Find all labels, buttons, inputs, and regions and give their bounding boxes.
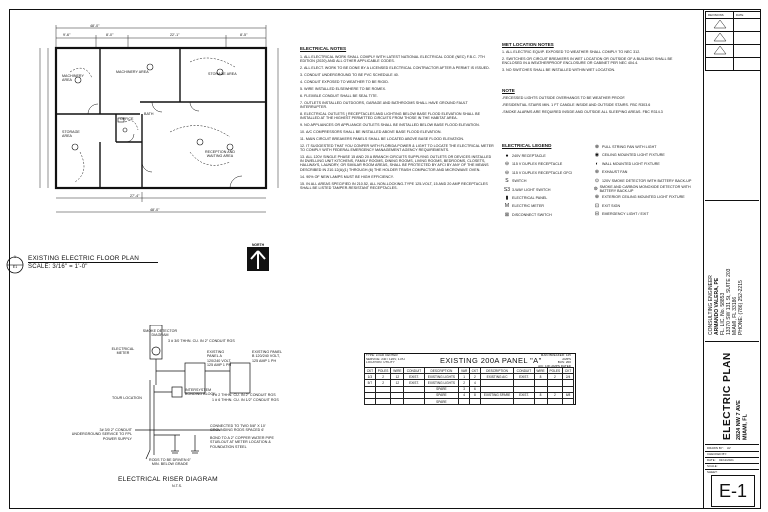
legend-symbol-icon: ⊠ [504, 211, 510, 218]
project-address [736, 360, 749, 440]
plan-title: EXISTING ELECTRIC FLOOR PLAN [28, 255, 140, 262]
revision-triangles-icon [707, 18, 733, 70]
meter-note-item: 2. SWITCHES OR CIRCUIT BREAKERS IN WET LOCATION OR OUTSIDE OF A BUILDING SHALL BE ENCLOSED IN A WEATHERPROOF ENCLOSURE OR CABINET PER NEC 404.4. [502, 56, 673, 66]
table-row: SPARE 4 8 EXISTING SPARE EXIST. 8 2 6/8 [365, 392, 574, 398]
engineer-address-2: MIAMI, FL 33186 [732, 296, 738, 335]
legend-symbol-icon: ⊛ [594, 169, 600, 176]
legend-row: ⊗ PULL STRING FAN WITH LIGHT [592, 143, 695, 151]
dim-top-1: 9'-6" [63, 33, 71, 37]
legend-symbol-icon: ▮ [505, 195, 509, 201]
room-office: OFFICE [120, 117, 134, 121]
project-line-1: 2824 NW 7 AVE [736, 400, 742, 440]
legend-row: ⊟ EMERGENCY LIGHT / EXIT [592, 210, 695, 218]
legend-row: S SWITCH [502, 177, 597, 185]
note-item: 2. ALL ELECT. WORK TO BE DONE BY A LICENSED ELECTRICAL CONTRACTOR AFTER A PERMIT IS ISSUED. [300, 66, 490, 71]
dim-top-4: 8'-5" [240, 33, 248, 37]
sheet-title: ELECTRIC PLAN [722, 352, 733, 440]
meter-note-item: 3. NO SWITCHES SHALL BE INSTALLED WITHIN WET LOCATION. [502, 68, 616, 73]
sheet-label: SHEET: [707, 470, 718, 474]
panel-schedule-table [364, 367, 574, 405]
engineer-license: FL. LIC. No. 58853 [720, 292, 726, 335]
riser-bond: BOND TO A 2" COPPER WATER PIPE STUB-OUT AT METER LOCATION & FOUNDATION STEEL [210, 436, 274, 449]
engineer-phone: PHONE: (786) 252-2215 [738, 280, 744, 335]
note-list [502, 96, 692, 117]
sheet-number: E-1 [711, 475, 755, 507]
north-label: NORTH [251, 243, 265, 247]
plan-bubble-sheet: E1 [12, 265, 18, 269]
riser-conduit-2: 3 # 2 THHN. CU. IN 2" CONDUIT RGS [212, 393, 276, 397]
note-line: -RECESSED LIGHTS OUTSIDE OVERHANGS TO BE WEATHER PROOF. [502, 96, 626, 100]
revisions-date-label: DATE [736, 13, 744, 17]
riser-rod-depth: RODS TO BE DRIVEN 6" MIN. BELOW GRADE [149, 458, 191, 467]
panel-info-left: TYPE: LOAD CENTER SERVICE: 240 / 120V, 1-PH LOCATION: UTILITY [366, 353, 405, 364]
legend-row: ⊚ SMOKE AND CARBON MONOXIDE DETECTOR WITH BATTERY BACK-UP [593, 184, 691, 194]
note-title: NOTE [502, 88, 515, 93]
room-machinery-1: MACHINERY AREA [62, 74, 84, 83]
revisions-grid [705, 11, 761, 71]
table-row: 5/7 2 12 EXIST. EXISTING LIGHTS 2 4 [365, 380, 574, 386]
legend-row: ⊕ EXTERIOR CEILING MOUNTED LIGHT FIXTURE [592, 193, 695, 201]
legend-symbol-icon: ⊗ [594, 144, 600, 151]
note-line: -RESIDENTIAL STAIRS MIN. 1 FT CANDLE INSIDE AND OUTSIDE STAIRS. FBC R303.6 [502, 102, 651, 107]
legend-row: M ELECTRIC METER [502, 202, 597, 210]
legend-row: ◐ WALL MOUNTED LIGHT FIXTURE [592, 160, 695, 168]
room-reception: RECEPTION AND WAITING AREA [204, 150, 235, 159]
dim-top-2: 8'-0" [106, 33, 114, 37]
note-item: 3. CONDUIT UNDERGROUND TO BE PVC SCHEDULE 40. [300, 73, 399, 78]
riser-scale: N.T.S. [172, 484, 183, 488]
meter-notes-title: MET LOCATION NOTES [502, 42, 554, 47]
sheet-info-block [705, 444, 759, 508]
legend-symbol-icon: S3 [503, 186, 511, 193]
plan-scale: SCALE: 3/16" = 1'-0" [28, 264, 88, 270]
note-item: 10. A/C COMPRESSORS SHALL BE INSTALLED ABOVE BASE FLOOD ELEVATION. [300, 129, 442, 134]
legend-row: ● 240V RECEPTACLE [502, 152, 597, 160]
riser-service: 3# 3/0 2" CONDUIT UNDERGROUND SERVICE TO FPL POWER SUPPLY [71, 428, 132, 441]
table-row: 1/3 2 12 EXIST. EXISTING LIGHTS 1 2 EXISTING A/C EXIST. 8 2 2/4 [365, 374, 574, 380]
dim-bottom-1: 27'-4" [130, 194, 140, 198]
note-item: 13. ALL 120V SINGLE PHASE 15 AND 20 A BRANCH CIRCUITS SUPPLYING OUTLETS OR DEVICES INSTALLED IN DWELLING UNIT KITCHENS, FAMILY ROOMS, DINING ROOMS, LIVING ROOMS, BEDROOMS, CLOSETS, HALLWAYS, LAUNDRY, OR SIMILAR ROOM AREAS, SHALL BE PROTECTED BY AFCI BY ANY OF THE MEANS DESCRIBED IN 210.12(A)(1) THROUGH (6) THE HOLDER TRASH COMPACTOR AND MICROWAVE OVEN. [300, 154, 492, 172]
riser-intersystem: INTERSYSTEM BONDING BLOCK [185, 388, 216, 397]
dim-top-3: 22'-1" [170, 33, 180, 37]
engineer-address-1: 13370 SW 131 St, SUITE 203 [726, 268, 732, 335]
legend-row: S3 3-WAY LIGHT SWITCH [503, 186, 551, 193]
legend-row: ⊙ 120V SMOKE DETECTOR WITH BATTERY BACK-UP [592, 177, 695, 185]
riser-rods: CONNECTED TO TWO 5/8" X 10' GROUNDING RODS SPACED 6' [210, 424, 266, 433]
note-item: 7. OUTLETS INSTALLED OUTDOORS, GARAGE AND BATHROOMS SHALL HAVE GROUND FAULT INTERRUPTER. [300, 100, 468, 109]
riser-tour-location: TOUR LOCATION [112, 396, 142, 400]
date-value: 02/11/2021 [719, 458, 734, 462]
table-row: SPARE [365, 398, 574, 404]
legend-symbol-icon: ◉ [594, 152, 600, 159]
riser-panel-a: EXISTING PANEL A 120/240 VOLT, 125 AMP 1 PH [207, 350, 232, 367]
table-row: SPARE 3 6 [365, 386, 574, 392]
electrical-notes-title: ELECTRICAL NOTES [300, 46, 347, 51]
dim-top-overall: 48'-0" [90, 24, 100, 28]
legend-right [592, 143, 695, 219]
note-item: 1. ALL ELECTRICAL WORK SHALL COMPLY WITH LATEST NATIONAL ELECTRICAL CODE (NEC) F.B.C. 7TH EDITION (2020) AND ALL OTHER APPLICABLE CODES. [300, 55, 485, 64]
checked-by-label: CHECKED BY: [707, 452, 727, 456]
riser-smoke-detector: SMOKE DETECTOR DIAGRAM [142, 329, 178, 338]
date-label: DATE: [707, 458, 716, 462]
note-line: -SMOKE ALARMS ARE REQUIRED INSIDE AND OUTSIDE ALL SLEEPING AREAS. FBC R314.3 [502, 109, 663, 114]
legend-row: ⊖ 115 V DUPLEX RECEPTACLE [502, 160, 597, 168]
project-line-2: MIAMI, FL [742, 414, 749, 440]
riser-meter-label: ELECTRICAL METER [111, 347, 135, 356]
meter-note-item: 1. ALL ELECTRIC EQUIP. EXPOSED TO WEATHER SHALL COMPLY TO NEC 312. [502, 50, 641, 54]
note-item: 6. FLEXIBLE CONDUIT SHALL BE SEAL TITE. [300, 93, 378, 98]
legend-symbol-icon: ⊡ [594, 202, 600, 209]
meter-notes-list [502, 50, 692, 75]
engineer-name: ARMANDO VALERA, PE [714, 277, 720, 335]
drawn-by-label: DRAWN BY: [707, 446, 724, 450]
legend-symbol-icon: ● [505, 153, 509, 160]
north-arrow-icon [247, 247, 269, 271]
riser-conduit-3: 1 # 6 THHN. CU. IN 1/2" CONDUIT RGS [212, 398, 279, 402]
legend-symbol-icon: ⊖ [504, 161, 510, 168]
panel-header-row: CKT POLES WIRE CONDUIT DESCRIPTION VAR CKT DESCRIPTION CONDUIT WIRE POLES CKT [365, 368, 574, 374]
drawn-by-value: AV [727, 446, 731, 450]
riser-panel-b: EXISTING PANEL B 120/240 VOLT, 125 AMP 1 PH [252, 350, 282, 363]
legend-symbol-icon: ⊚ [593, 186, 598, 192]
note-item: 15. IN ALL AREAS SPECIFIED IN 210.52, ALL NON-LOCKING-TYPE 125-VOLT, 15 AND 20 AMP RECEPTACLES SHALL BE LISTED TAMPER-RESISTANT RECEPTACLES. [300, 181, 488, 190]
note-item: 5. WIRE INSTALLED ELSEWHERE TO BE ROMEX. [300, 86, 387, 91]
riser-title: ELECTRICAL RISER DIAGRAM [118, 476, 218, 483]
engineer-info [708, 205, 744, 335]
legend-symbol-icon: ⊟ [594, 211, 600, 218]
legend-symbol-icon: ⊖ [504, 169, 510, 176]
room-storage-2: STORAGE AREA [62, 130, 80, 139]
legend-row: ▮ ELECTRICAL PANEL [502, 194, 597, 202]
legend-row: ◉ CEILING MOUNTED LIGHT FIXTURE [592, 151, 695, 159]
panel-title: EXISTING 200A PANEL "A" [440, 356, 542, 365]
legend-row: ⊠ DISCONNECT SWITCH [502, 211, 597, 219]
note-item: 12. IT SUGGESTED THAT YOU CONFER WITH FLORIDA POWER & LIGHT TO LOCATE THE ELECTRICAL METER TO COMPLY WITH FEDERAL EMERGENCY MANAGEMENT AGENCY REQUIREMENTS. [300, 143, 494, 152]
revisions-label: REVISIONS [708, 13, 724, 17]
electrical-notes-list [300, 55, 495, 193]
note-item: 11. MAIN CIRCUIT BREAKERS PANELS SHALL BE LOCATED ABOVE BASE FLOOD ELEVATION. [300, 136, 465, 141]
legend-row: ⊖ 115 V DUPLEX RECEPTACLE GFCI [502, 169, 597, 177]
legend-symbol-icon: M [504, 203, 510, 210]
legend-title: ELECTRICAL LEGEND [502, 143, 552, 148]
room-storage-1: STORAGE AREA [208, 72, 237, 76]
dim-bottom-overall: 48'-0" [150, 208, 160, 212]
plan-title-underline [28, 262, 158, 263]
panel-info-right: MAIN BREAKER: 125 AMPS BUS: 200 AIC: 10K AMPS RATED [538, 353, 571, 368]
scale-label: SCALE: [707, 464, 718, 468]
engineer-title: CONSULTING ENGINEER [708, 275, 714, 335]
note-item: 4. CONDUIT EXPOSED TO WEATHER TO BE RIGID. [300, 79, 389, 84]
legend-symbol-icon: ⊕ [594, 194, 600, 201]
legend-row: ⊡ EXIT SIGN [592, 202, 695, 210]
legend-row: ⊛ EXHAUST FAN [592, 168, 695, 176]
riser-conduit-1: 3 # 3/0 THHN. CU. IN 2" CONDUIT RGS [168, 339, 235, 343]
plan-bubble-number: 1 [14, 255, 16, 259]
note-item: 8. ELECTRICAL OUTLETS ( RECEPTACLES AND LIGHTING BELOW BASE FLOOD ELEVATION SHALL BE INSTALLED AT THE HIGHEST PERMITTED CIRCUITS FROM THOSE IN THE HABITAT AREA. [300, 111, 481, 121]
room-machinery-2: MACHINERY AREA [116, 70, 149, 74]
room-bath: BATH [144, 112, 154, 116]
legend-symbol-icon: ◐ [595, 160, 599, 167]
note-item: 14. 90% OF NEW LAMPS MUST BE HIGH EFFICIENCY. [300, 174, 394, 179]
legend-symbol-icon: ⊙ [594, 177, 600, 184]
note-item: 9. NO APPLIANCES OR APPLIANCE OUTLETS SHALL BE INSTALLED BELOW BASE FLOOD ELEVATION. [300, 123, 480, 128]
legend-symbol-icon: S [505, 178, 509, 185]
legend-left [502, 152, 597, 219]
